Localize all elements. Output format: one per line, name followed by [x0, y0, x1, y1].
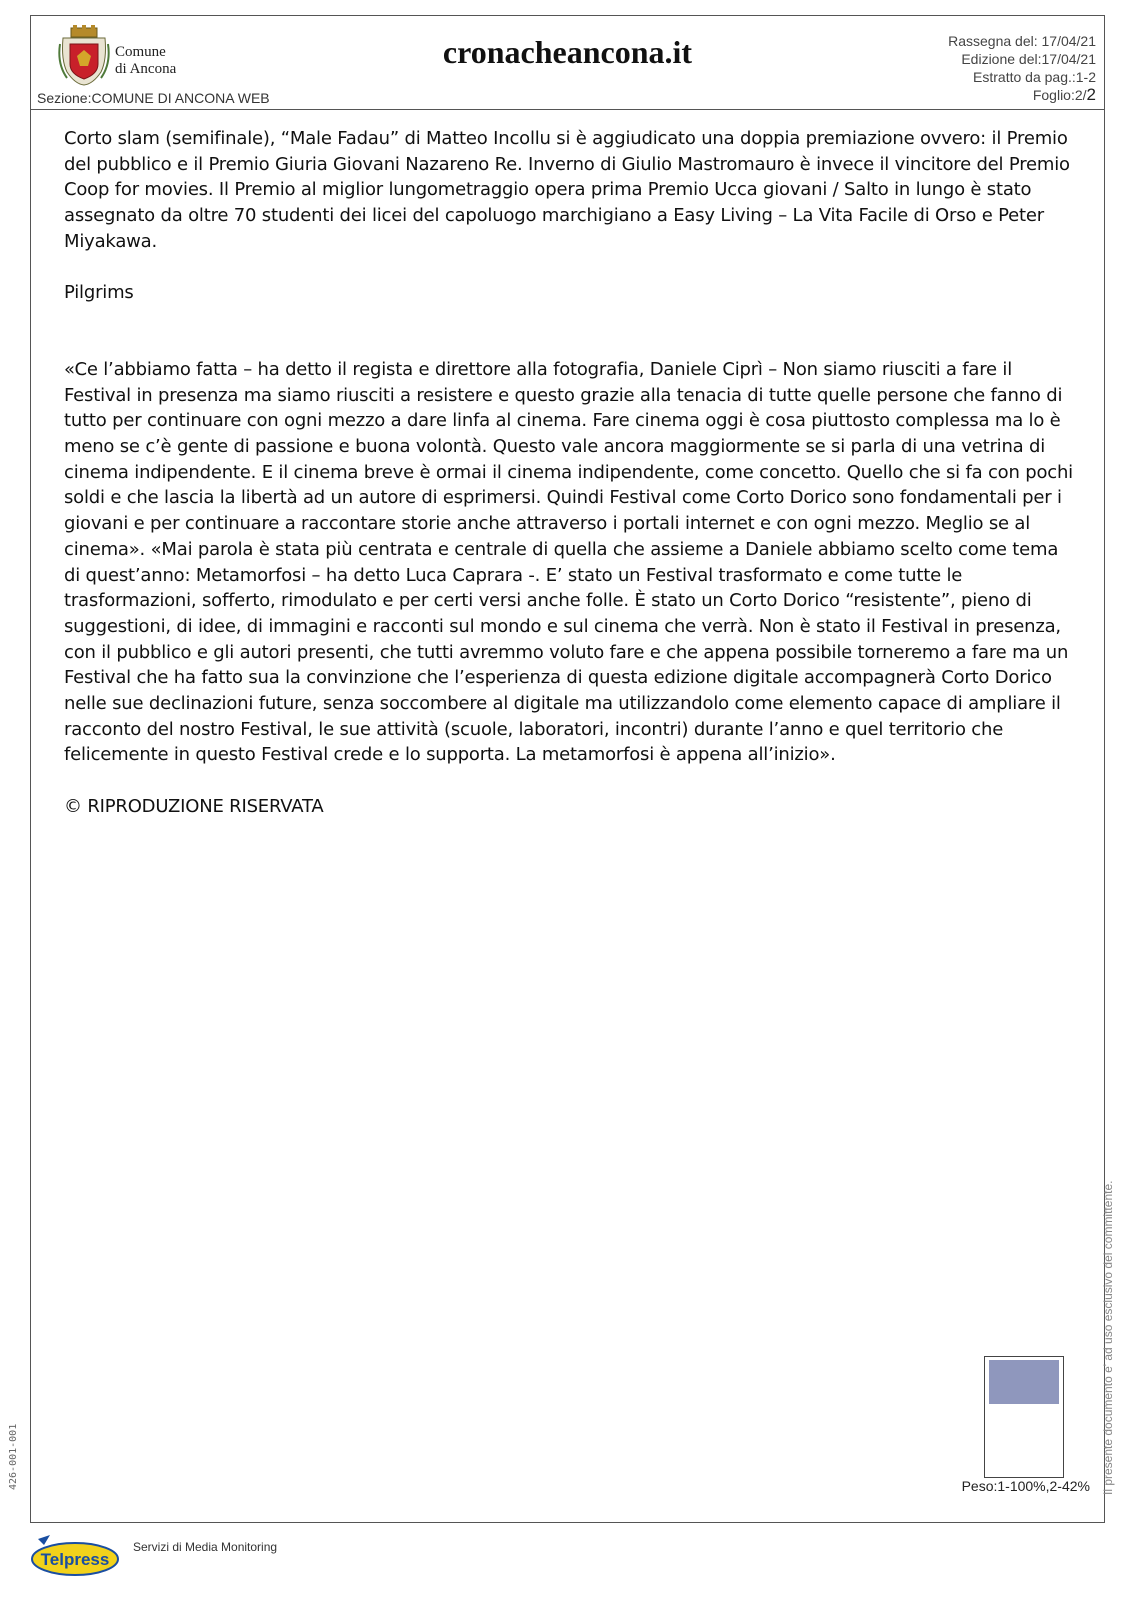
weight-label: Peso:1-100%,2-42% [961, 1478, 1090, 1494]
article-subheading: Pilgrims [64, 282, 134, 304]
page-frame [30, 15, 1105, 1523]
sheet-total: 2 [1086, 85, 1096, 104]
article-paragraph-1: Corto slam (semifinale), “Male Fadau” di Matteo Incollu si è aggiudicato una doppia premiazione ovvero: il Premio del pubblico e il Premio Giuria Giovani Nazareno Re. Inverno di Giulio Mastromauro è invece il vincitore del Premio Coop for movies. Il Premio al miglior lungometraggio opera prima Premio Ucca giovani / Salto in lungo è stato assegnato da oltre 70 studenti dei licei del capoluogo marchigiano a Easy Living – La Vita Facile di Orso e Peter Miyakawa. [64, 128, 1070, 252]
review-meta [948, 32, 1096, 104]
comune-line-1: Comune [115, 44, 166, 60]
thumbnail-text-block [989, 1360, 1059, 1404]
telpress-logo-text: Telpress [40, 1550, 110, 1569]
article-paragraph-2: «Ce l’abbiamo fatta – ha detto il regista e direttore alla fotografia, Daniele Ciprì – Non siamo riusciti a fare il Festival in presenza ma siamo riusciti a resistere e questo grazie alla tenacia di tutte quelle persone che fanno di tutto per continuare con ogni mezzo a dare linfa al cinema. Fare cinema oggi è cosa piuttosto complessa ma lo è meno se c’è gente di passione e buona volontà. Questo vale ancora maggiormente se si parla di una vetrina di cinema indipendente. E il cinema breve è ormai il cinema indipendente, come concetto. Quello che si fa con pochi soldi e che lascia la libertà ad un autore di esprimersi. Quindi Festival come Corto Dorico sono fondamentali per i giovani e per continuare a raccontare storie anche attraverso i portali internet e con ogni mezzo. Meglio se al cinema». «Mai parola è stata più centrata e centrale di quella che assieme a Daniele abbiamo scelto come tema di quest’anno: Metamorfosi – ha detto Luca Caprara -. E’ stato un Festival trasformato e come tutte le trasformazioni, sofferto, rimodulato e per certi versi anche folle. È stato un Corto Dorico “resistente”, pieno di suggestioni, di idee, di immagini e racconti sul mondo e sul cinema che verrà. Non è stato il Festival in presenza, con il pubblico e gli autori presenti, che tutti avremmo voluto fare e che appena possibile torneremo a fare ma un Festival che ha fatto sua la convinzione che l’esperienza di questa edizione digitale accompagnerà Corto Dorico nelle sue declinazioni future, senza soccombere al digitale ma utilizzandolo come elemento capace di ampliare il racconto del nostro Festival, le sue attività (scuole, laboratori, incontri) durante l’anno e quel territorio che felicemente in questo Festival crede e lo supporta. La metamorfosi è appena all’inizio». [64, 358, 1073, 766]
section-label: Sezione:COMUNE DI ANCONA WEB [37, 90, 270, 106]
page-thumbnail [984, 1356, 1064, 1478]
disclaimer-text: Il presente documento e' ad uso esclusivo del committente. [1101, 1180, 1115, 1495]
extract-pages: Estratto da pag.:1-2 [973, 69, 1096, 85]
telpress-logo-icon [30, 1533, 120, 1577]
press-review-header [31, 16, 1104, 110]
masthead-title: cronacheancona.it [442, 34, 693, 70]
rassegna-date: Rassegna del: 17/04/21 [948, 33, 1096, 49]
copyright-notice: © RIPRODUZIONE RISERVATA [64, 795, 324, 817]
service-label: Servizi di Media Monitoring [133, 1540, 278, 1554]
document-code: 426-001-001 [8, 1423, 19, 1490]
sheet-prefix: Foglio:2/ [1032, 87, 1087, 103]
sheet-number [948, 86, 1096, 104]
article-body [64, 126, 1074, 845]
comune-line-2: di Ancona [115, 61, 177, 77]
edizione-date: Edizione del:17/04/21 [961, 51, 1096, 67]
